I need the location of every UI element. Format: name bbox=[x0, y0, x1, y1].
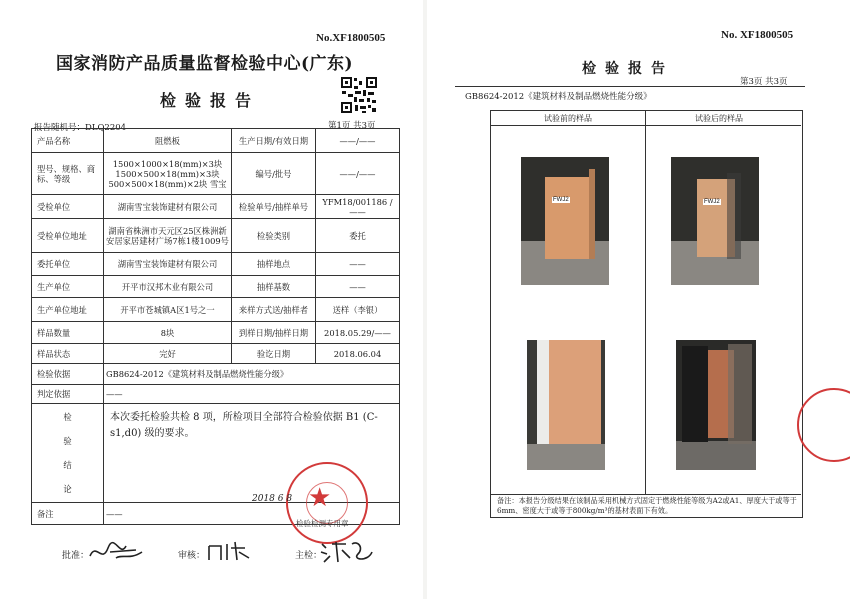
label-inspected-address: 受检单位地址 bbox=[32, 219, 104, 253]
table-row bbox=[32, 344, 400, 364]
report-page-3 bbox=[427, 0, 850, 599]
photo-before-corner bbox=[527, 340, 605, 470]
table-row bbox=[32, 195, 400, 219]
divider bbox=[490, 494, 801, 495]
conclusion-text: 本次委托检验共检 8 项，所检项目全部符合检验依据 B1 (C-s1,d0) 级的要求。 bbox=[104, 404, 400, 503]
value-inspected-unit: 湖南雪宝装饰建材有限公司 bbox=[104, 195, 232, 219]
star-icon: ★ bbox=[308, 483, 332, 513]
photo-after-front bbox=[671, 157, 759, 285]
page-indicator: 第1页 共3页 bbox=[328, 121, 376, 131]
value-remarks: —— bbox=[104, 503, 400, 525]
report-title: 检验报告 bbox=[160, 91, 261, 110]
label-sampling-site: 抽样地点 bbox=[232, 253, 316, 276]
value-manufacturer: 开平市汉邦木业有限公司 bbox=[104, 276, 232, 298]
report-number: No.XF1800505 bbox=[316, 32, 386, 44]
table-row bbox=[32, 219, 400, 253]
label-manufacturer: 生产单位 bbox=[32, 276, 104, 298]
table-row bbox=[32, 385, 400, 404]
value-basis: GB8624-2012《建筑材料及制品燃烧性能分级》 bbox=[104, 364, 400, 385]
value-quantity: 8块 bbox=[104, 322, 232, 344]
conclusion-char: 结 bbox=[63, 460, 72, 470]
label-sampling-base: 抽样基数 bbox=[232, 276, 316, 298]
approve-label: 批准： bbox=[62, 551, 90, 561]
page-indicator: 第3页 共3页 bbox=[740, 77, 788, 87]
sample-tag: FWJ2 bbox=[704, 199, 720, 205]
table-row bbox=[32, 364, 400, 385]
main-inspector-label: 主检： bbox=[295, 551, 323, 561]
value-inspected-address: 湖南省株洲市天元区25区株洲新安居家居建材广场7栋1楼1009号 bbox=[104, 219, 232, 253]
value-sampling-base: —— bbox=[316, 276, 400, 298]
value-product-name: 阻燃板 bbox=[104, 129, 232, 153]
divider bbox=[645, 110, 646, 494]
label-remarks: 备注 bbox=[32, 503, 104, 525]
label-delivery: 来样方式送/抽样者 bbox=[232, 298, 316, 322]
label-model: 型号、规格、商标、等级 bbox=[32, 153, 104, 195]
label-product-name: 产品名称 bbox=[32, 129, 104, 153]
photo-after-corner bbox=[676, 340, 756, 470]
label-client: 委托单位 bbox=[32, 253, 104, 276]
seal-caption: 检验检测专用章 bbox=[296, 519, 349, 528]
conclusion-char: 检 bbox=[63, 412, 72, 422]
table-row bbox=[32, 129, 400, 153]
organization-name: 国家消防产品质量监督检验中心(广东) bbox=[56, 54, 354, 74]
conclusion-char: 论 bbox=[63, 484, 72, 494]
table-row bbox=[32, 253, 400, 276]
value-model: 1500×1000×18(mm)×3块 1500×500×18(mm)×3块 500×500×18(mm)×2块 雪宝 bbox=[104, 153, 232, 195]
label-arrival-date: 到样日期/抽样日期 bbox=[232, 322, 316, 344]
table-row bbox=[32, 322, 400, 344]
standard-reference: GB8624-2012《建筑材料及制品燃烧性能分级》 bbox=[465, 92, 652, 102]
report-title: 检验报告 bbox=[582, 61, 674, 77]
label-production-date: 生产日期/有效日期 bbox=[232, 129, 316, 153]
review-label: 审核： bbox=[178, 551, 206, 561]
label-quantity: 样品数量 bbox=[32, 322, 104, 344]
value-client: 湖南雪宝装饰建材有限公司 bbox=[104, 253, 232, 276]
divider bbox=[455, 86, 805, 87]
value-inspection-no: YFM18/001186 /—— bbox=[316, 195, 400, 219]
signature-approve-icon bbox=[86, 538, 146, 564]
label-inspection-type: 检验类别 bbox=[232, 219, 316, 253]
report-page-1 bbox=[0, 0, 423, 599]
value-sampling-site: —— bbox=[316, 253, 400, 276]
table-row bbox=[32, 298, 400, 322]
table-row bbox=[32, 153, 400, 195]
after-test-header: 试验后的样品 bbox=[695, 114, 743, 123]
value-sample-state: 完好 bbox=[104, 344, 232, 364]
before-test-header: 试验前的样品 bbox=[544, 114, 592, 123]
photo-before-front bbox=[521, 157, 609, 285]
label-serial-batch: 编号/批号 bbox=[232, 153, 316, 195]
label-conclusion bbox=[32, 404, 104, 503]
conclusion-char: 验 bbox=[63, 436, 72, 446]
partial-seal-icon bbox=[797, 388, 850, 462]
table-row bbox=[32, 276, 400, 298]
label-inspected-unit: 受检单位 bbox=[32, 195, 104, 219]
value-inspection-type: 委托 bbox=[316, 219, 400, 253]
divider bbox=[490, 125, 801, 126]
value-completion-date: 2018.06.04 bbox=[316, 344, 400, 364]
label-judgment-basis: 判定依据 bbox=[32, 385, 104, 404]
report-number: No. XF1800505 bbox=[721, 29, 794, 41]
value-judgment-basis: —— bbox=[104, 385, 400, 404]
qr-code-icon bbox=[340, 76, 378, 114]
value-serial-batch: ——/—— bbox=[316, 153, 400, 195]
signature-inspector-icon bbox=[318, 538, 374, 564]
footnote: 备注：本报告分级结果在该制品采用机械方式固定于燃烧性能等级为A2或A1、厚度大于或等于6mm、密度大于或等于800kg/m³的基材表面下有效。 bbox=[497, 496, 797, 515]
signature-review-icon bbox=[205, 538, 255, 564]
label-manufacturer-address: 生产单位地址 bbox=[32, 298, 104, 322]
label-completion-date: 验讫日期 bbox=[232, 344, 316, 364]
value-production-date: ——/—— bbox=[316, 129, 400, 153]
label-inspection-no: 检验单号/抽样单号 bbox=[232, 195, 316, 219]
value-delivery: 送样（李银） bbox=[316, 298, 400, 322]
label-sample-state: 样品状态 bbox=[32, 344, 104, 364]
sign-date: 2018 6 8 bbox=[252, 494, 293, 504]
report-random-number: 报告随机号：DLQ2204 bbox=[34, 123, 127, 133]
label-basis: 检验依据 bbox=[32, 364, 104, 385]
value-arrival-date: 2018.05.29/—— bbox=[316, 322, 400, 344]
sample-tag: FWJ2 bbox=[553, 197, 569, 203]
value-manufacturer-address: 开平市苍城镇A区1号之一 bbox=[104, 298, 232, 322]
